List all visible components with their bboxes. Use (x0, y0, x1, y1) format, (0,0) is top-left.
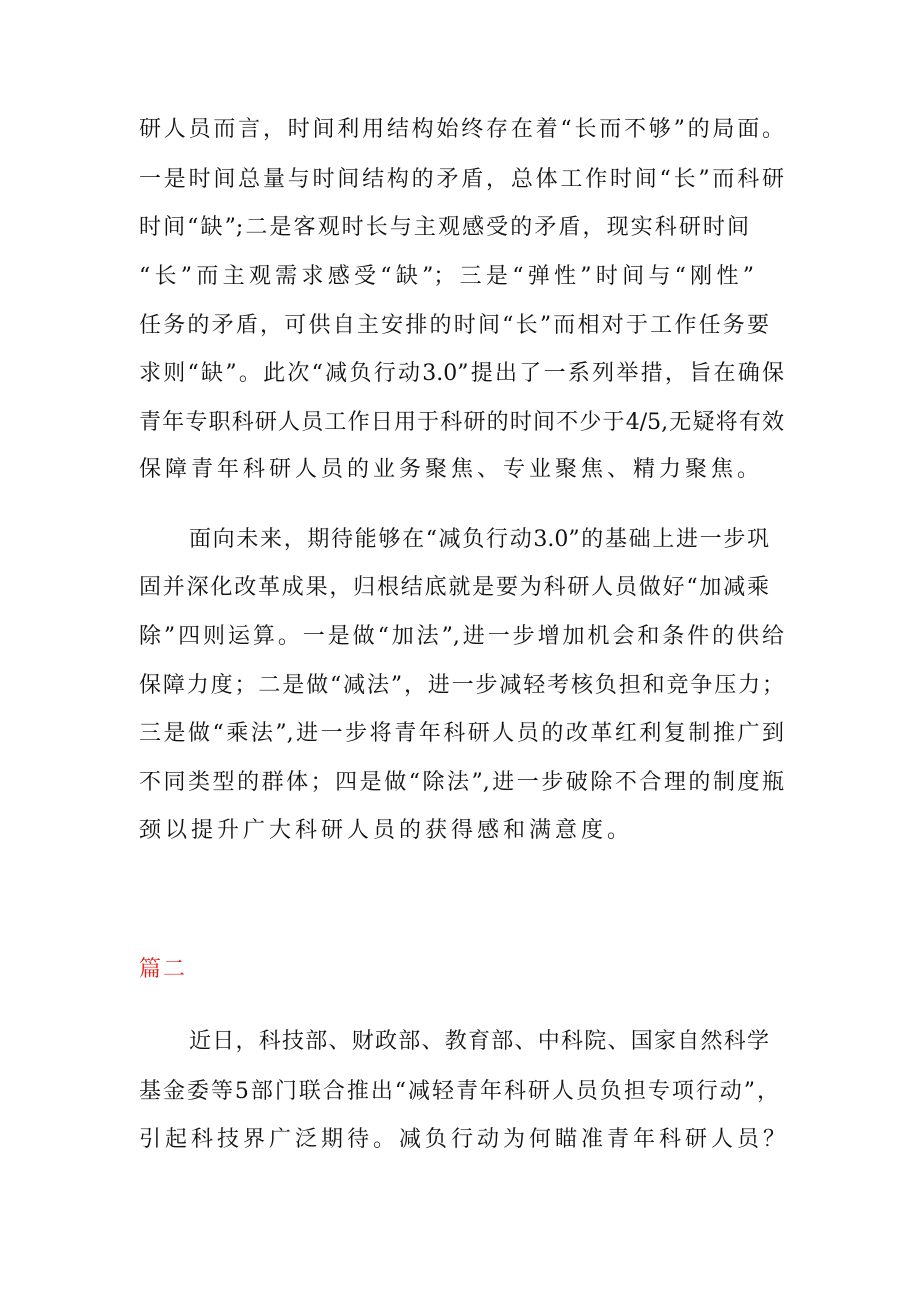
text-line: 不同类型的群体；四是做“除法”,进一步破除不合理的制度瓶 (139, 770, 784, 795)
section-heading: 篇二 (139, 957, 188, 982)
text-line: “长”而主观需求感受“缺”；三是“弹性”时间与“刚性” (139, 264, 754, 289)
text-line: 近日，科技部、财政部、教育部、中科院、国家自然科学 (189, 1029, 769, 1054)
text-line: 保障力度；二是做“减法”，进一步减轻考核负担和竞争压力； (139, 673, 784, 698)
text-line: 颈以提升广大科研人员的获得感和满意度。 (139, 818, 634, 843)
text-line: 引起科技界广泛期待。减负行动为何瞄准青年科研人员？ (139, 1127, 790, 1152)
text-line: 保障青年科研人员的业务聚焦、专业聚焦、精力聚焦。 (139, 457, 764, 482)
text-line: 固并深化改革成果，归根结底就是要为科研人员做好“加减乘 (139, 575, 769, 600)
text-line: 基金委等5部门联合推出“减轻青年科研人员负担专项行动”， (139, 1079, 779, 1104)
text-line: 求则“缺”。此次“减负行动3.0”提出了一系列举措，旨在确保 (139, 361, 784, 386)
text-line: 面向未来，期待能够在“减负行动3.0”的基础上进一步巩 (189, 527, 769, 552)
text-line: 任务的矛盾，可供自主安排的时间“长”而相对于工作任务要 (139, 313, 769, 338)
text-line: 一是时间总量与时间结构的矛盾，总体工作时间“长”而科研 (139, 167, 784, 192)
text-line: 研人员而言，时间利用结构始终存在着“长而不够”的局面。 (139, 117, 784, 142)
text-line: 时间“缺”;二是客观时长与主观感受的矛盾，现实科研时间 (139, 215, 749, 240)
text-line: 三是做“乘法”,进一步将青年科研人员的改革红利复制推广到 (139, 721, 784, 746)
text-line: 青年专职科研人员工作日用于科研的时间不少于4/5,无疑将有效 (139, 410, 784, 435)
text-line: 除”四则运算。一是做“加法”,进一步增加机会和条件的供给 (139, 624, 784, 649)
